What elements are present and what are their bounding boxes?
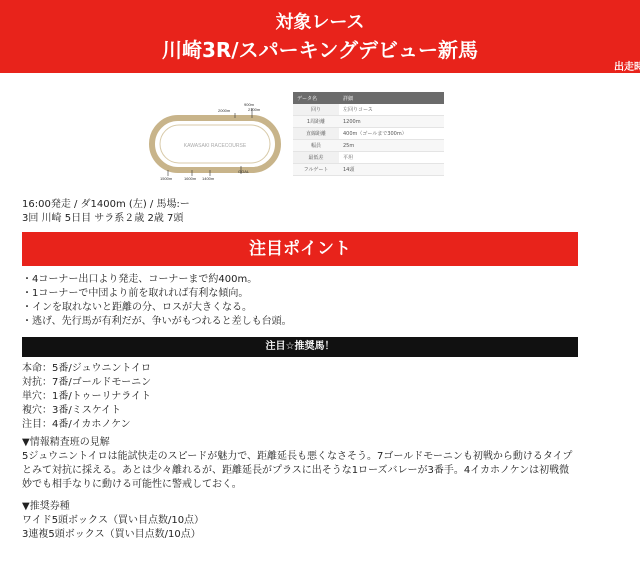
race-start-distance: 16:00発走 / ダ1400m (左) / 馬場:ー [22, 199, 190, 210]
table-cell-key: 最低差 [293, 152, 339, 164]
table-cell-key: 直線距離 [293, 128, 339, 140]
table-header-row [293, 92, 444, 104]
bet-item: 3連複5頭ボックス（買い目点数/10点） [22, 529, 201, 540]
bet-item: ワイド5頭ボックス（買い目点数/10点） [22, 515, 205, 526]
pick-taikou: 対抗：7番/ゴールドモーニン [22, 377, 152, 388]
pick-honmei: 本命：5番/ジュウニントイロ [22, 363, 152, 374]
table-row [293, 104, 444, 116]
race-banner [0, 0, 644, 73]
course-data-table [293, 92, 444, 176]
table-cell-key: 幅員 [293, 140, 339, 152]
racecourse-diagram [140, 100, 290, 185]
recommended-horses-heading: 注目☆推奨馬！ [22, 337, 578, 357]
table-cell-value: 400m（ゴールまで300m） [339, 128, 444, 140]
banner-corner-label: 出走時 [614, 62, 644, 73]
analysis-section [22, 436, 578, 492]
table-row [293, 152, 444, 164]
table-cell-key: 1周距離 [293, 116, 339, 128]
race-info [22, 198, 190, 226]
table-row [293, 164, 444, 176]
table-cell-value: 平坦 [339, 152, 444, 164]
list-item: ・逃げ、先行馬が有利だが、争いがもつれると差しも台頭。 [22, 316, 292, 327]
pick-fukuana: 複穴：3番/ミスケイト [22, 405, 122, 416]
table-header-cell: データ名 [293, 92, 339, 104]
list-item: ・インを取れないと距離の分、ロスが大きくなる。 [22, 302, 252, 313]
table-cell-value: 左回りコース [339, 104, 444, 116]
table-row [293, 128, 444, 140]
marker-1500m: 1500m [160, 176, 173, 181]
table-cell-value: 1200m [339, 116, 444, 128]
attention-point-heading: 注目ポイント [22, 232, 578, 266]
marker-1600m: 1600m [184, 176, 197, 181]
course-name-label: KAWASAKI RACECOURSE [183, 143, 247, 149]
recommended-horses-list [22, 362, 151, 432]
list-item: ・4コーナー出口より発走、コーナーまで約400m。 [22, 274, 258, 285]
marker-900m: 900m [244, 102, 255, 107]
recommended-bets-section [22, 500, 204, 542]
table-cell-key: 回り [293, 104, 339, 116]
bets-heading: ▼推奨券種 [22, 501, 70, 512]
table-header-cell: 詳細 [339, 92, 444, 104]
analysis-text: 5ジュウニントイロは能試快走のスピードが魅力で、距離延長も悪くなさそう。7ゴールドモーニンも初戦から動けるタイプとみて対抗に採える。あとは少々離れるが、距離延長がプラスに出そうな1ローズバレーが3番手。4イカホノケンは初戦微妙でも相手なりに動ける可能性に警戒しておく。 [22, 451, 573, 490]
pick-tanana: 単穴：1番/トゥーリナライト [22, 391, 151, 402]
attention-point-list [22, 273, 292, 329]
marker-2000m: 2000m [218, 108, 231, 113]
table-row [293, 140, 444, 152]
race-meeting-detail: 3回 川崎 5日目 サラ系２歳 2歳 7頭 [22, 213, 184, 224]
marker-2100m: 2100m [248, 107, 261, 112]
table-cell-key: フルゲート [293, 164, 339, 176]
marker-1400m: 1400m [202, 176, 215, 181]
analysis-heading: ▼情報精査班の見解 [22, 437, 110, 448]
list-item: ・1コーナーで中団より前を取れれば有利な傾向。 [22, 288, 249, 299]
table-row [293, 116, 444, 128]
pick-chuumoku: 注目：4番/イカホノケン [22, 419, 131, 430]
banner-title: 対象レース [275, 12, 365, 33]
table-cell-value: 14頭 [339, 164, 444, 176]
banner-race-name: 川崎3R/スパーキングデビュー新馬 [161, 38, 479, 62]
table-cell-value: 25m [339, 140, 444, 152]
marker-goal: GOAL [238, 169, 250, 174]
